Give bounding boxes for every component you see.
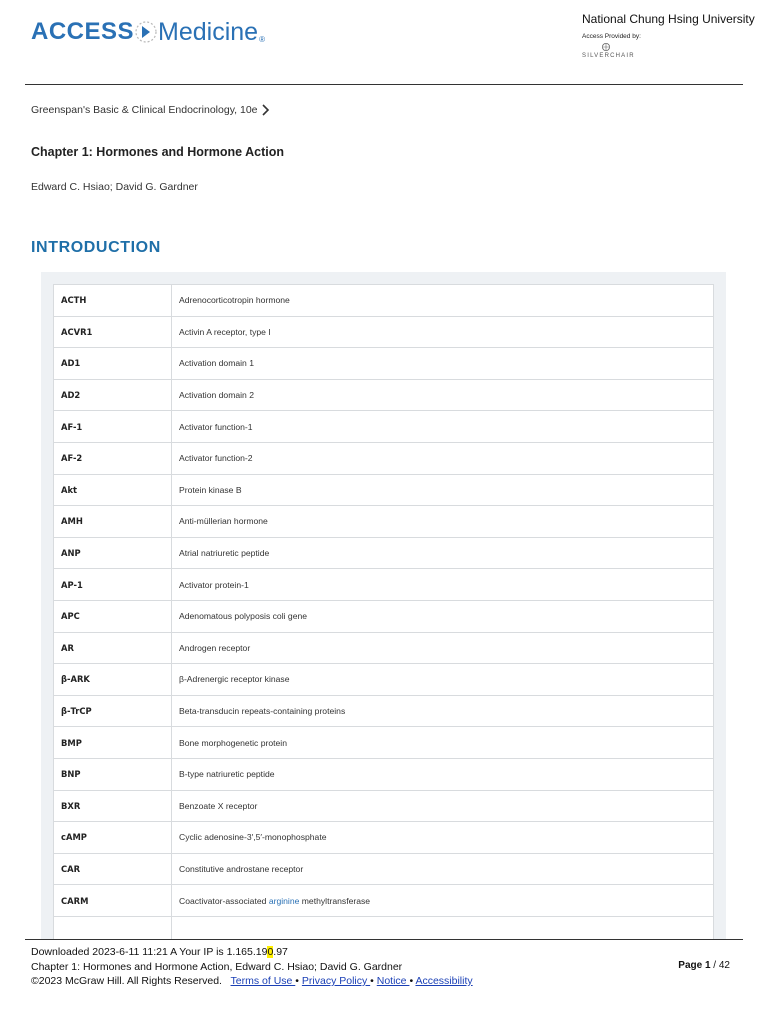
section-heading: INTRODUCTION (31, 239, 161, 256)
table-row (54, 853, 714, 885)
abbreviation-term: CAR (54, 853, 172, 885)
abbreviation-term: AD1 (54, 348, 172, 380)
abbreviation-definition: Activation domain 2 (172, 379, 714, 411)
access-provided-label: Access Provided by: (582, 33, 641, 40)
abbreviations-table-container (41, 272, 726, 940)
table-row (54, 537, 714, 569)
breadcrumb[interactable] (31, 104, 270, 116)
accessibility-link[interactable]: Accessibility (415, 975, 473, 987)
abbreviations-table (53, 284, 714, 940)
table-row (54, 442, 714, 474)
abbreviation-definition: Cyclic adenosine-3′,5′-monophosphate (172, 822, 714, 854)
abbreviation-term: ACVR1 (54, 316, 172, 348)
copyright-text: ©2023 McGraw Hill. All Rights Reserved. (31, 975, 222, 987)
abbreviation-definition: Activator function-2 (172, 442, 714, 474)
page-label: Page 1 (678, 960, 711, 971)
table-row (54, 474, 714, 506)
download-info (31, 945, 473, 960)
institution-name: National Chung Hsing University (582, 12, 755, 26)
abbreviation-definition: Bone morphogenetic protein (172, 727, 714, 759)
abbreviation-term: cAMP (54, 822, 172, 854)
page-footer (31, 945, 473, 989)
copyright-line: ©2023 McGraw Hill. All Rights Reserved. Terms of Use • Privacy Policy • Notice • Accessibility (31, 975, 473, 987)
header-divider (25, 84, 743, 85)
breadcrumb-book-link[interactable]: Greenspan's Basic & Clinical Endocrinology, 10e (31, 104, 258, 116)
abbreviation-definition: B-type natriuretic peptide (172, 758, 714, 790)
footer-divider (25, 939, 743, 940)
abbreviation-definition: Activation domain 1 (172, 348, 714, 380)
logo-access-text: ACCESS (31, 18, 135, 45)
abbreviation-term: AF-2 (54, 442, 172, 474)
table-row (54, 506, 714, 538)
abbreviation-term: BNP (54, 758, 172, 790)
abbreviation-term (54, 916, 172, 940)
abbreviation-definition (172, 885, 714, 917)
table-row (54, 600, 714, 632)
table-row (54, 822, 714, 854)
site-header (0, 0, 768, 85)
abbreviation-definition: Constitutive androstane receptor (172, 853, 714, 885)
abbreviation-definition: Adenomatous polyposis coli gene (172, 600, 714, 632)
definition-text: Coactivator-associated (179, 895, 269, 906)
abbreviation-term: ACTH (54, 285, 172, 317)
table-row (54, 348, 714, 380)
access-medicine-logo[interactable] (31, 12, 265, 52)
logo-chevron-icon (135, 12, 157, 52)
abbreviation-term: AR (54, 632, 172, 664)
abbreviation-term: BMP (54, 727, 172, 759)
abbreviation-term: BXR (54, 790, 172, 822)
abbreviation-term: AD2 (54, 379, 172, 411)
chapter-title: Chapter 1: Hormones and Hormone Action (31, 145, 285, 159)
abbreviation-definition: Anti-müllerian hormone (172, 506, 714, 538)
abbreviation-definition: Beta-transducin repeats-containing proteins (172, 695, 714, 727)
table-row (54, 316, 714, 348)
abbreviation-definition: Activator protein-1 (172, 569, 714, 601)
table-row (54, 916, 714, 940)
abbreviation-term: AF-1 (54, 411, 172, 443)
notice-link[interactable]: Notice (376, 975, 410, 987)
privacy-policy-link[interactable]: Privacy Policy (301, 975, 371, 987)
abbreviation-definition: Activin A receptor, type I (172, 316, 714, 348)
page-number (678, 960, 730, 971)
table-row (54, 632, 714, 664)
table-row (54, 727, 714, 759)
table-row (54, 790, 714, 822)
abbreviation-term: Akt (54, 474, 172, 506)
abbreviation-definition: Benzoate X receptor (172, 790, 714, 822)
logo-medicine-text: Medicine (158, 17, 259, 46)
silverchair-logo-text: SILVERCHAIR (582, 53, 635, 59)
download-text-end: .97 (273, 946, 288, 958)
abbreviation-term: APC (54, 600, 172, 632)
table-row (54, 885, 714, 917)
highlighted-digit: 0 (267, 946, 274, 958)
abbreviation-definition: Protein kinase B (172, 474, 714, 506)
definition-text: methyltransferase (299, 895, 371, 906)
abbreviation-definition (172, 916, 714, 940)
table-row (54, 379, 714, 411)
abbreviation-term: AMH (54, 506, 172, 538)
abbreviation-term: CARM (54, 885, 172, 917)
table-row (54, 285, 714, 317)
abbreviation-definition: Activator function-1 (172, 411, 714, 443)
page-total: / 42 (710, 960, 730, 971)
abbreviation-definition: Androgen receptor (172, 632, 714, 664)
citation-line: Chapter 1: Hormones and Hormone Action, Edward C. Hsiao; David G. Gardner (31, 960, 403, 973)
terms-of-use-link[interactable]: Terms of Use (230, 975, 296, 987)
arginine-link[interactable]: arginine (268, 895, 300, 906)
abbreviation-term: AP-1 (54, 569, 172, 601)
abbreviation-definition: β-Adrenergic receptor kinase (172, 664, 714, 696)
chevron-right-icon (261, 104, 270, 116)
abbreviation-term: β-ARK (54, 664, 172, 696)
abbreviation-term: β-TrCP (54, 695, 172, 727)
abbreviation-term: ANP (54, 537, 172, 569)
table-row (54, 569, 714, 601)
table-row (54, 664, 714, 696)
table-row (54, 411, 714, 443)
table-row (54, 695, 714, 727)
abbreviation-definition: Adrenocorticotropin hormone (172, 285, 714, 317)
logo-registered-mark: ® (259, 35, 265, 44)
table-row (54, 758, 714, 790)
chapter-authors: Edward C. Hsiao; David G. Gardner (31, 181, 198, 193)
download-text: Downloaded 2023-6-11 11:21 A Your IP is 1.165.19 (31, 946, 268, 958)
abbreviation-definition: Atrial natriuretic peptide (172, 537, 714, 569)
